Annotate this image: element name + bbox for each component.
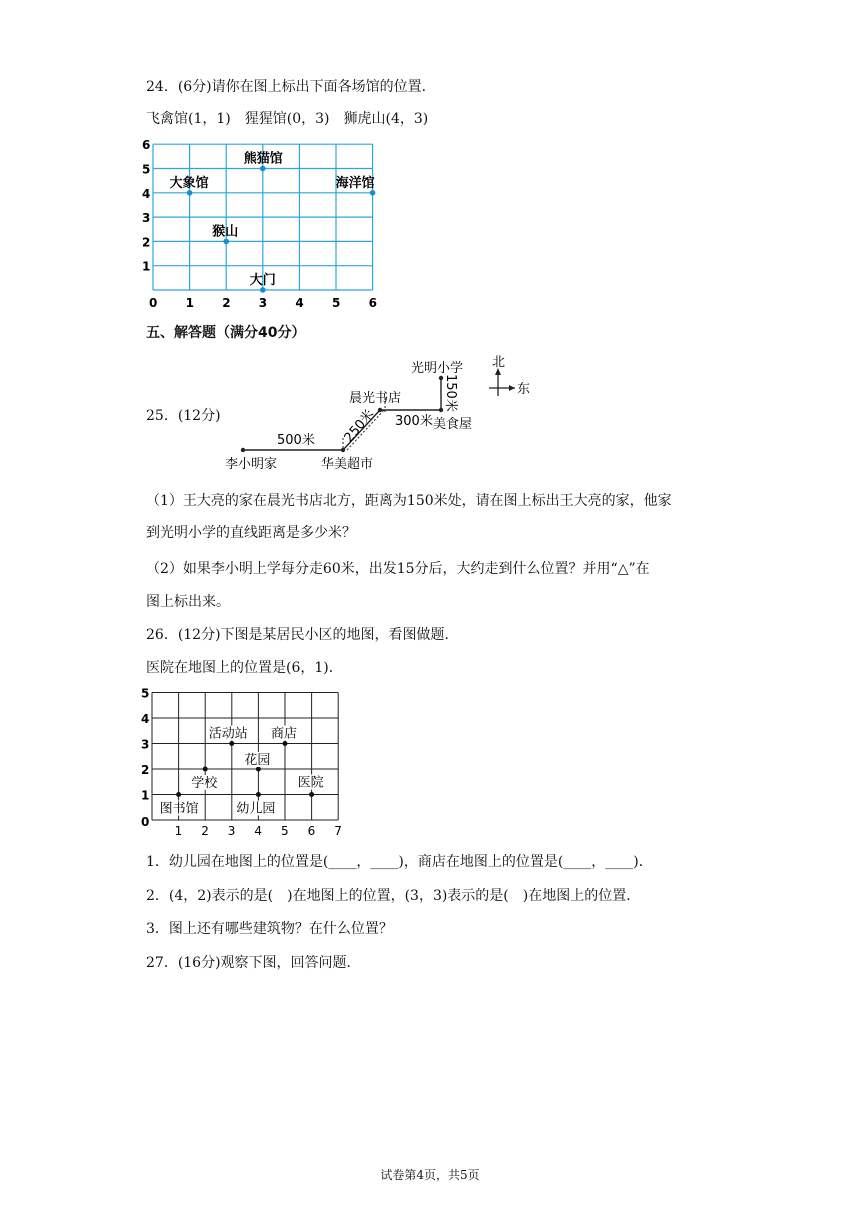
q26-title: 26．(12分)下图是某居民小区的地图，看图做题． (146, 627, 459, 643)
home-point (241, 448, 245, 452)
origin-label: 0 (141, 815, 150, 829)
grid-point (283, 741, 288, 746)
distance-500: 500米 (277, 433, 315, 448)
q25-q2-line1: （2）如果李小明上学每分走60米，出发15分后，大约走到什么位置？并用“△”在 (146, 561, 650, 577)
grid-point (309, 792, 314, 797)
section5-title: 五、解答题（满分40分） (146, 325, 306, 341)
grid-point (229, 741, 234, 746)
grid-point-label: 猴山 (212, 224, 239, 240)
x-tick-label: 4 (254, 824, 263, 838)
grid-point (176, 792, 181, 797)
q24-items: 飞禽馆(1，1) 猩猩馆(0，3) 狮虎山(4，3) (146, 111, 429, 127)
y-tick-label: 4 (141, 712, 150, 726)
label-food: 美食屋 (433, 417, 473, 432)
distance-300: 300米 (395, 414, 433, 429)
grid-point-label: 大门 (249, 273, 276, 288)
q24-title: 24．(6分)请你在图上标出下面各场馆的位置． (146, 79, 436, 95)
y-tick-label: 1 (142, 259, 151, 274)
x-tick-label: 6 (307, 824, 316, 838)
compass-icon (489, 368, 515, 396)
q26-intro: 医院在地图上的位置是(6，1)． (146, 660, 343, 676)
bookstore-point (378, 408, 382, 412)
q26-s3: 3．图上还有哪些建筑物？在什么位置？ (146, 921, 393, 937)
grid-point-label: 商店 (271, 726, 298, 742)
x-tick-label: 3 (227, 824, 236, 838)
q27-title: 27．(16分)观察下图，回答问题． (146, 955, 361, 971)
y-tick-label: 2 (142, 235, 151, 250)
x-tick-label: 3 (258, 296, 268, 310)
y-tick-label: 3 (142, 211, 151, 226)
grid-point-label: 大象馆 (169, 175, 209, 191)
grid-point-label: 海洋馆 (335, 175, 375, 191)
label-school: 光明小学 (411, 361, 464, 376)
q25-q1-line1: （1）王大亮的家在晨光书店北方，距离为150米处，请在图上标出王大亮的家，他家 (146, 493, 672, 509)
grid-point (260, 287, 266, 293)
y-tick-label: 2 (141, 763, 150, 777)
label-bookstore: 晨光书店 (349, 391, 402, 406)
food-point (439, 408, 443, 412)
x-tick-label: 5 (332, 296, 341, 310)
label-home: 李小明家 (225, 457, 278, 472)
grid-point-label: 活动站 (208, 726, 248, 742)
q26-s1: 1．幼儿园在地图上的位置是(____，____)，商店在地图上的位置是(____，____)． (146, 854, 653, 870)
y-tick-label: 1 (141, 788, 150, 803)
y-tick-label: 3 (141, 737, 150, 752)
grid-point (223, 239, 229, 245)
y-tick-label: 5 (142, 162, 151, 177)
q26-grid-figure (138, 686, 353, 838)
compass-east-label: 东 (517, 382, 531, 397)
x-tick-label: 7 (334, 824, 342, 838)
compass-north-label: 北 (492, 355, 506, 370)
q24-grid-figure (140, 138, 390, 310)
x-tick-label: 5 (281, 824, 289, 838)
grid-point-label: 学校 (191, 776, 218, 791)
q24-grid (142, 138, 377, 310)
q25-q1-line2: 到光明小学的直线距离是多少米？ (146, 525, 356, 541)
x-tick-label: 6 (368, 296, 377, 310)
x-tick-label: 1 (174, 824, 183, 838)
grid-point-label: 图书馆 (159, 801, 199, 817)
grid-point-label: 幼儿园 (236, 801, 276, 817)
q26-grid (141, 687, 342, 839)
grid-point (260, 166, 266, 172)
grid-point-label: 花园 (244, 753, 271, 768)
grid-point (187, 190, 193, 196)
market-point (341, 448, 345, 452)
grid-point (256, 792, 261, 797)
label-market: 华美超市 (321, 457, 374, 472)
x-tick-label: 4 (295, 296, 304, 310)
grid-point (203, 767, 208, 772)
x-tick-label: 1 (185, 296, 194, 310)
y-tick-label: 4 (142, 186, 151, 201)
school-point (439, 376, 443, 380)
x-tick-label: 0 (149, 296, 158, 310)
distance-250: 250米 (341, 406, 378, 446)
grid-point-label: 医院 (297, 775, 324, 791)
x-tick-label: 2 (201, 824, 209, 838)
x-tick-label: 2 (222, 296, 231, 310)
q25-map (215, 350, 545, 475)
q25-q2-line2: 图上标出来。 (146, 594, 230, 610)
y-tick-label: 5 (141, 686, 150, 701)
q26-s2: 2．(4，2)表示的是( )在地图上的位置，(3，3)表示的是( )在地图上的位置． (146, 888, 641, 904)
y-tick-label: 6 (142, 138, 151, 153)
distance-150: 150米 (443, 374, 458, 412)
page-footer: 试卷第4页，共5页 (380, 1168, 480, 1182)
q25-title: 25．(12分) (146, 408, 221, 424)
grid-point (370, 190, 376, 196)
grid-point-label: 熊猫馆 (243, 151, 283, 167)
